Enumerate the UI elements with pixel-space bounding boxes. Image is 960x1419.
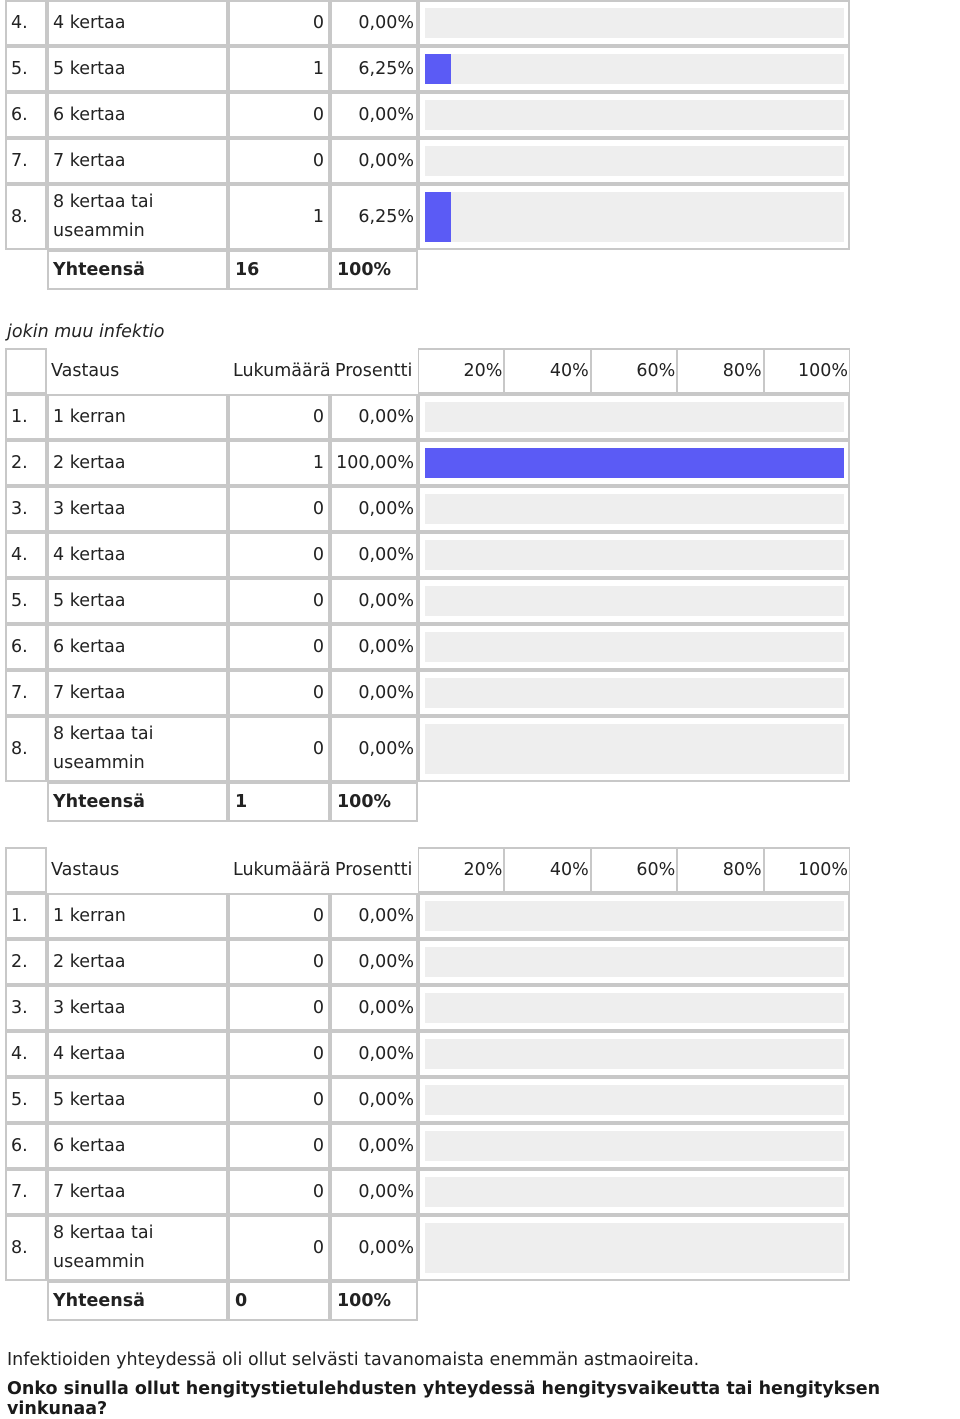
row-bar-cell bbox=[418, 138, 850, 184]
scale-ticks bbox=[418, 348, 850, 394]
table-row bbox=[5, 716, 850, 782]
bar-track bbox=[425, 8, 844, 38]
bar-fill bbox=[425, 54, 451, 84]
bar-track bbox=[425, 540, 844, 570]
table-row bbox=[5, 624, 850, 670]
header-corner bbox=[5, 847, 47, 893]
row-number: 1. bbox=[5, 394, 47, 440]
table-row bbox=[5, 0, 850, 46]
row-bar-cell bbox=[418, 1169, 850, 1215]
row-label: 1 kerran bbox=[47, 893, 228, 939]
table-row bbox=[5, 486, 850, 532]
row-count: 1 bbox=[228, 440, 330, 486]
row-bar-cell bbox=[418, 0, 850, 46]
row-label: 6 kertaa bbox=[47, 624, 228, 670]
row-count: 0 bbox=[228, 394, 330, 440]
row-percent: 0,00% bbox=[330, 670, 418, 716]
row-count: 0 bbox=[228, 0, 330, 46]
row-percent: 0,00% bbox=[330, 1215, 418, 1281]
row-count: 0 bbox=[228, 670, 330, 716]
bar-track bbox=[425, 1039, 844, 1069]
total-percent: 100% bbox=[330, 250, 418, 290]
row-percent: 0,00% bbox=[330, 578, 418, 624]
header-answer: Vastaus bbox=[51, 859, 120, 880]
bar-track bbox=[425, 448, 844, 478]
scale-tick: 20% bbox=[418, 348, 504, 394]
row-percent: 0,00% bbox=[330, 394, 418, 440]
row-label: 4 kertaa bbox=[47, 0, 228, 46]
row-count: 0 bbox=[228, 1031, 330, 1077]
row-bar-cell bbox=[418, 184, 850, 250]
row-label: 3 kertaa bbox=[47, 486, 228, 532]
scale-tick: 40% bbox=[504, 847, 590, 893]
row-percent: 0,00% bbox=[330, 1031, 418, 1077]
row-count: 0 bbox=[228, 1169, 330, 1215]
row-number: 7. bbox=[5, 138, 47, 184]
bar-track bbox=[425, 901, 844, 931]
row-count: 1 bbox=[228, 184, 330, 250]
row-label: 5 kertaa bbox=[47, 46, 228, 92]
bar-track bbox=[425, 1223, 844, 1273]
row-bar-cell bbox=[418, 670, 850, 716]
row-number: 1. bbox=[5, 893, 47, 939]
row-percent: 0,00% bbox=[330, 716, 418, 782]
row-label: 2 kertaa bbox=[47, 440, 228, 486]
row-count: 0 bbox=[228, 939, 330, 985]
scale-tick: 100% bbox=[764, 348, 850, 394]
table-row bbox=[5, 46, 850, 92]
bar-track bbox=[425, 632, 844, 662]
row-number: 4. bbox=[5, 532, 47, 578]
scale-tick: 60% bbox=[591, 348, 677, 394]
row-bar-cell bbox=[418, 1123, 850, 1169]
row-bar-cell bbox=[418, 624, 850, 670]
row-percent: 6,25% bbox=[330, 46, 418, 92]
row-count: 1 bbox=[228, 46, 330, 92]
table-row bbox=[5, 893, 850, 939]
total-count: 1 bbox=[228, 782, 330, 822]
table-row bbox=[5, 1215, 850, 1281]
bar-track bbox=[425, 1177, 844, 1207]
header-corner bbox=[5, 348, 47, 394]
row-label: 7 kertaa bbox=[47, 1169, 228, 1215]
scale-tick: 100% bbox=[764, 847, 850, 893]
bar-track bbox=[425, 192, 844, 242]
row-label: 6 kertaa bbox=[47, 92, 228, 138]
bar-track bbox=[425, 724, 844, 774]
row-number: 5. bbox=[5, 578, 47, 624]
row-percent: 0,00% bbox=[330, 138, 418, 184]
row-label: 6 kertaa bbox=[47, 1123, 228, 1169]
row-count: 0 bbox=[228, 578, 330, 624]
row-label: 7 kertaa bbox=[47, 670, 228, 716]
total-percent: 100% bbox=[330, 782, 418, 822]
total-count: 16 bbox=[228, 250, 330, 290]
row-label: 3 kertaa bbox=[47, 985, 228, 1031]
row-percent: 0,00% bbox=[330, 486, 418, 532]
row-number: 8. bbox=[5, 716, 47, 782]
row-count: 0 bbox=[228, 1123, 330, 1169]
table-row bbox=[5, 92, 850, 138]
total-label: Yhteensä bbox=[47, 782, 228, 822]
bar-track bbox=[425, 146, 844, 176]
row-bar-cell bbox=[418, 46, 850, 92]
table-row bbox=[5, 1077, 850, 1123]
row-bar-cell bbox=[418, 440, 850, 486]
table-row bbox=[5, 985, 850, 1031]
bar-track bbox=[425, 54, 844, 84]
row-percent: 0,00% bbox=[330, 985, 418, 1031]
row-percent: 0,00% bbox=[330, 624, 418, 670]
row-number: 3. bbox=[5, 985, 47, 1031]
table-row bbox=[5, 670, 850, 716]
bar-track bbox=[425, 1085, 844, 1115]
row-count: 0 bbox=[228, 138, 330, 184]
header-percent: Prosentti bbox=[335, 860, 413, 880]
table-row bbox=[5, 532, 850, 578]
total-percent: 100% bbox=[330, 1281, 418, 1321]
row-percent: 0,00% bbox=[330, 92, 418, 138]
bar-track bbox=[425, 494, 844, 524]
header-count: Lukumäärä bbox=[233, 860, 331, 880]
row-percent: 0,00% bbox=[330, 939, 418, 985]
table-header bbox=[5, 348, 850, 394]
table-total-row bbox=[5, 782, 850, 822]
row-count: 0 bbox=[228, 624, 330, 670]
scale-tick: 60% bbox=[591, 847, 677, 893]
header-count: Lukumäärä bbox=[233, 361, 331, 381]
row-number: 5. bbox=[5, 1077, 47, 1123]
table-row bbox=[5, 184, 850, 250]
row-bar-cell bbox=[418, 394, 850, 440]
row-count: 0 bbox=[228, 1215, 330, 1281]
row-count: 0 bbox=[228, 1077, 330, 1123]
row-number: 4. bbox=[5, 1031, 47, 1077]
bar-track bbox=[425, 993, 844, 1023]
row-number: 4. bbox=[5, 0, 47, 46]
scale-ticks bbox=[418, 847, 850, 893]
row-number: 7. bbox=[5, 670, 47, 716]
row-percent: 0,00% bbox=[330, 1169, 418, 1215]
row-bar-cell bbox=[418, 532, 850, 578]
table-row bbox=[5, 1031, 850, 1077]
row-count: 0 bbox=[228, 532, 330, 578]
table-row bbox=[5, 578, 850, 624]
row-bar-cell bbox=[418, 716, 850, 782]
row-bar-cell bbox=[418, 893, 850, 939]
header-percent: Prosentti bbox=[335, 361, 413, 381]
row-number: 3. bbox=[5, 486, 47, 532]
bar-track bbox=[425, 586, 844, 616]
results-table-3 bbox=[5, 847, 850, 1321]
row-count: 0 bbox=[228, 716, 330, 782]
row-bar-cell bbox=[418, 1031, 850, 1077]
row-bar-cell bbox=[418, 985, 850, 1031]
row-label: 8 kertaa tai useammin bbox=[47, 1215, 228, 1281]
header-answer: Vastaus bbox=[51, 360, 120, 381]
row-bar-cell bbox=[418, 578, 850, 624]
row-number: 6. bbox=[5, 1123, 47, 1169]
row-count: 0 bbox=[228, 486, 330, 532]
table-row bbox=[5, 440, 850, 486]
row-number: 6. bbox=[5, 624, 47, 670]
row-label: 8 kertaa tai useammin bbox=[47, 184, 228, 250]
row-label: 1 kerran bbox=[47, 394, 228, 440]
table-row bbox=[5, 1123, 850, 1169]
next-question: Onko sinulla ollut hengitystietulehdusten yhteydessä hengitysvaikeutta tai hengityksen vinkunaa? bbox=[7, 1379, 881, 1419]
table-total-row bbox=[5, 250, 850, 290]
row-label: 4 kertaa bbox=[47, 1031, 228, 1077]
scale-tick: 40% bbox=[504, 348, 590, 394]
table-header bbox=[5, 847, 850, 893]
results-table-2 bbox=[5, 348, 850, 822]
scale-tick: 80% bbox=[677, 847, 763, 893]
scale-tick: 80% bbox=[677, 348, 763, 394]
total-label: Yhteensä bbox=[47, 1281, 228, 1321]
bar-track bbox=[425, 402, 844, 432]
row-percent: 0,00% bbox=[330, 1123, 418, 1169]
row-bar-cell bbox=[418, 486, 850, 532]
table-row bbox=[5, 138, 850, 184]
row-count: 0 bbox=[228, 92, 330, 138]
summary-note: Infektioiden yhteydessä oli ollut selvästi tavanomaista enemmän astmaoireita. bbox=[7, 1350, 700, 1370]
results-table-1 bbox=[5, 0, 850, 290]
bar-track bbox=[425, 678, 844, 708]
section-title: jokin muu infektio bbox=[7, 322, 165, 342]
table-row bbox=[5, 1169, 850, 1215]
bar-fill bbox=[425, 192, 451, 242]
bar-track bbox=[425, 1131, 844, 1161]
table-row bbox=[5, 939, 850, 985]
row-bar-cell bbox=[418, 92, 850, 138]
row-number: 7. bbox=[5, 1169, 47, 1215]
row-label: 5 kertaa bbox=[47, 578, 228, 624]
bar-fill bbox=[425, 448, 844, 478]
table-row bbox=[5, 394, 850, 440]
row-percent: 6,25% bbox=[330, 184, 418, 250]
scale-tick: 20% bbox=[418, 847, 504, 893]
total-count: 0 bbox=[228, 1281, 330, 1321]
row-number: 8. bbox=[5, 1215, 47, 1281]
row-label: 8 kertaa tai useammin bbox=[47, 716, 228, 782]
row-bar-cell bbox=[418, 1215, 850, 1281]
bar-track bbox=[425, 947, 844, 977]
table-total-row bbox=[5, 1281, 850, 1321]
row-number: 8. bbox=[5, 184, 47, 250]
total-label: Yhteensä bbox=[47, 250, 228, 290]
row-percent: 0,00% bbox=[330, 1077, 418, 1123]
row-percent: 0,00% bbox=[330, 0, 418, 46]
row-label: 4 kertaa bbox=[47, 532, 228, 578]
row-percent: 100,00% bbox=[330, 440, 418, 486]
row-count: 0 bbox=[228, 985, 330, 1031]
row-number: 2. bbox=[5, 440, 47, 486]
row-number: 5. bbox=[5, 46, 47, 92]
row-count: 0 bbox=[228, 893, 330, 939]
row-number: 6. bbox=[5, 92, 47, 138]
row-label: 2 kertaa bbox=[47, 939, 228, 985]
row-label: 7 kertaa bbox=[47, 138, 228, 184]
row-bar-cell bbox=[418, 1077, 850, 1123]
row-label: 5 kertaa bbox=[47, 1077, 228, 1123]
row-percent: 0,00% bbox=[330, 532, 418, 578]
bar-track bbox=[425, 100, 844, 130]
row-bar-cell bbox=[418, 939, 850, 985]
row-number: 2. bbox=[5, 939, 47, 985]
row-percent: 0,00% bbox=[330, 893, 418, 939]
